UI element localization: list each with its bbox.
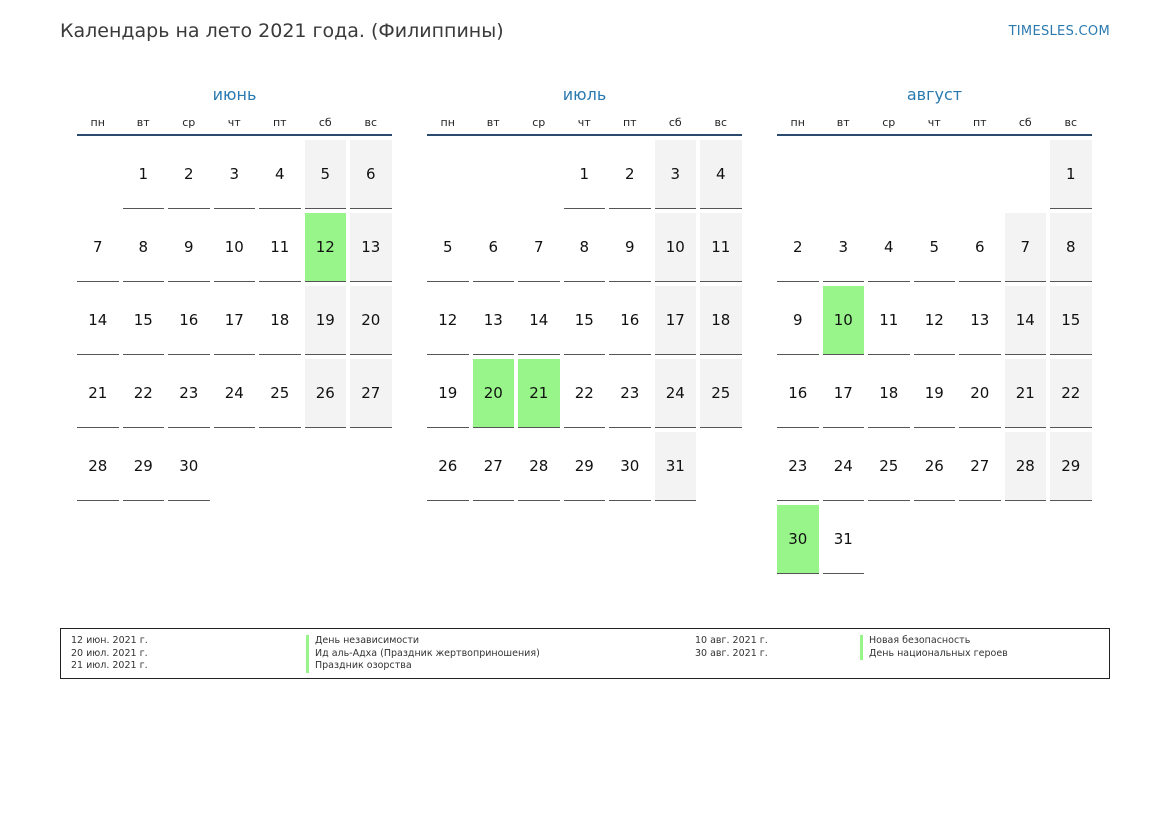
day-cell: 17 (823, 359, 865, 428)
day-cell: 12 (427, 286, 469, 355)
days-grid (77, 140, 392, 501)
day-cell-holiday: 20 (473, 359, 515, 428)
day-cell: 19 (427, 359, 469, 428)
day-cell: 26 (305, 359, 347, 428)
empty-cell (914, 140, 956, 209)
weekday-label: пн (440, 116, 455, 129)
legend-date: 10 авг. 2021 г. (695, 635, 768, 646)
weekday-header (777, 112, 1092, 136)
day-cell: 5 (305, 140, 347, 209)
day-cell: 27 (959, 432, 1001, 501)
legend-dates-left (71, 635, 148, 673)
weekday-label: пт (972, 116, 987, 129)
day-cell-holiday: 30 (777, 505, 819, 574)
day-cell: 29 (123, 432, 165, 501)
weekday-header (427, 112, 742, 136)
day-cell: 5 (427, 213, 469, 282)
legend-date: 30 авг. 2021 г. (695, 647, 768, 659)
day-cell: 3 (655, 140, 697, 209)
day-cell: 25 (259, 359, 301, 428)
day-cell: 1 (564, 140, 606, 209)
day-cell: 8 (1050, 213, 1092, 282)
weekday-label: пт (622, 116, 637, 129)
weekday-label: чт (227, 116, 241, 129)
day-cell-holiday: 10 (823, 286, 865, 355)
day-cell: 1 (1050, 140, 1092, 209)
day-cell: 25 (868, 432, 910, 501)
day-cell: 31 (823, 505, 865, 574)
day-cell: 30 (609, 432, 651, 501)
day-cell: 4 (259, 140, 301, 209)
day-cell: 2 (609, 140, 651, 209)
day-cell: 15 (564, 286, 606, 355)
month-june (77, 84, 392, 501)
day-cell: 25 (700, 359, 742, 428)
empty-cell (77, 140, 119, 209)
month-title: июнь (212, 85, 257, 104)
day-cell: 11 (700, 213, 742, 282)
day-cell: 29 (1050, 432, 1092, 501)
day-cell: 7 (1005, 213, 1047, 282)
day-cell: 6 (350, 140, 392, 209)
weekday-label: вс (714, 116, 728, 129)
day-cell: 24 (823, 432, 865, 501)
day-cell: 23 (609, 359, 651, 428)
weekday-label: ср (532, 116, 546, 129)
weekday-label: пн (90, 116, 105, 129)
month-title: август (906, 85, 963, 104)
weekday-header (77, 112, 392, 136)
day-cell: 23 (777, 432, 819, 501)
legend-date: 12 июн. 2021 г. (71, 635, 148, 646)
day-cell: 29 (564, 432, 606, 501)
day-cell: 18 (700, 286, 742, 355)
legend-holiday-name: День независимости (306, 635, 540, 648)
weekday-label: сб (1018, 116, 1032, 129)
day-cell: 28 (518, 432, 560, 501)
empty-cell (777, 140, 819, 209)
day-cell: 10 (214, 213, 256, 282)
day-cell: 21 (1005, 359, 1047, 428)
day-cell: 14 (77, 286, 119, 355)
holiday-legend (60, 628, 1110, 679)
day-cell: 17 (655, 286, 697, 355)
days-grid (427, 140, 742, 501)
day-cell: 15 (123, 286, 165, 355)
legend-date: 20 июл. 2021 г. (71, 647, 148, 659)
day-cell: 27 (350, 359, 392, 428)
weekday-label: ср (882, 116, 896, 129)
day-cell: 26 (427, 432, 469, 501)
weekday-label: пт (272, 116, 287, 129)
empty-cell (1005, 140, 1047, 209)
day-cell: 21 (77, 359, 119, 428)
day-cell: 17 (214, 286, 256, 355)
day-cell: 11 (868, 286, 910, 355)
day-cell: 6 (959, 213, 1001, 282)
empty-cell (868, 140, 910, 209)
day-cell: 20 (350, 286, 392, 355)
legend-holiday-name: Ид аль-Адха (Праздник жертвоприношения) (306, 648, 540, 661)
day-cell: 4 (700, 140, 742, 209)
day-cell: 13 (350, 213, 392, 282)
day-cell: 19 (914, 359, 956, 428)
day-cell: 28 (77, 432, 119, 501)
day-cell: 15 (1050, 286, 1092, 355)
day-cell: 31 (655, 432, 697, 501)
brand-link[interactable]: TIMESLES.COM (1008, 24, 1110, 39)
legend-holiday-name: Праздник озорства (306, 660, 540, 673)
day-cell: 16 (168, 286, 210, 355)
days-grid (777, 140, 1092, 574)
day-cell: 7 (518, 213, 560, 282)
weekday-label: вс (364, 116, 378, 129)
weekday-label: пн (790, 116, 805, 129)
day-cell: 2 (168, 140, 210, 209)
day-cell: 13 (959, 286, 1001, 355)
day-cell: 3 (823, 213, 865, 282)
day-cell: 3 (214, 140, 256, 209)
day-cell: 8 (564, 213, 606, 282)
month-july (427, 84, 742, 501)
day-cell: 18 (868, 359, 910, 428)
day-cell: 9 (168, 213, 210, 282)
weekday-label: сб (668, 116, 682, 129)
day-cell: 16 (609, 286, 651, 355)
page-title: Календарь на лето 2021 года. (Филиппины) (60, 20, 504, 42)
weekday-label: сб (318, 116, 332, 129)
day-cell: 1 (123, 140, 165, 209)
legend-holiday-name: День национальных героев (860, 648, 1008, 661)
weekday-label: вс (1064, 116, 1078, 129)
legend-names-right (860, 635, 1008, 660)
day-cell: 5 (914, 213, 956, 282)
day-cell: 23 (168, 359, 210, 428)
day-cell: 7 (77, 213, 119, 282)
legend-holiday-name: Новая безопасность (860, 635, 1008, 648)
legend-names-left (306, 635, 540, 673)
month-title: июль (562, 85, 607, 104)
day-cell: 11 (259, 213, 301, 282)
day-cell: 14 (1005, 286, 1047, 355)
day-cell-holiday: 21 (518, 359, 560, 428)
day-cell: 19 (305, 286, 347, 355)
empty-cell (518, 140, 560, 209)
day-cell: 27 (473, 432, 515, 501)
day-cell: 24 (214, 359, 256, 428)
legend-date: 21 июл. 2021 г. (71, 660, 148, 671)
day-cell: 12 (914, 286, 956, 355)
day-cell: 8 (123, 213, 165, 282)
weekday-label: вт (136, 116, 150, 129)
empty-cell (473, 140, 515, 209)
day-cell: 20 (959, 359, 1001, 428)
weekday-label: чт (577, 116, 591, 129)
empty-cell (427, 140, 469, 209)
day-cell: 18 (259, 286, 301, 355)
empty-cell (959, 140, 1001, 209)
month-august (777, 84, 1092, 574)
weekday-label: вт (836, 116, 850, 129)
day-cell: 22 (123, 359, 165, 428)
day-cell: 9 (609, 213, 651, 282)
day-cell: 14 (518, 286, 560, 355)
weekday-label: вт (486, 116, 500, 129)
day-cell: 13 (473, 286, 515, 355)
weekday-label: ср (182, 116, 196, 129)
day-cell: 22 (1050, 359, 1092, 428)
day-cell: 16 (777, 359, 819, 428)
day-cell: 10 (655, 213, 697, 282)
empty-cell (823, 140, 865, 209)
day-cell: 24 (655, 359, 697, 428)
day-cell: 30 (168, 432, 210, 501)
day-cell: 6 (473, 213, 515, 282)
weekday-label: чт (927, 116, 941, 129)
day-cell: 9 (777, 286, 819, 355)
day-cell: 2 (777, 213, 819, 282)
day-cell: 26 (914, 432, 956, 501)
day-cell: 4 (868, 213, 910, 282)
legend-dates-right (695, 635, 768, 660)
day-cell: 28 (1005, 432, 1047, 501)
day-cell: 22 (564, 359, 606, 428)
day-cell-holiday: 12 (305, 213, 347, 282)
